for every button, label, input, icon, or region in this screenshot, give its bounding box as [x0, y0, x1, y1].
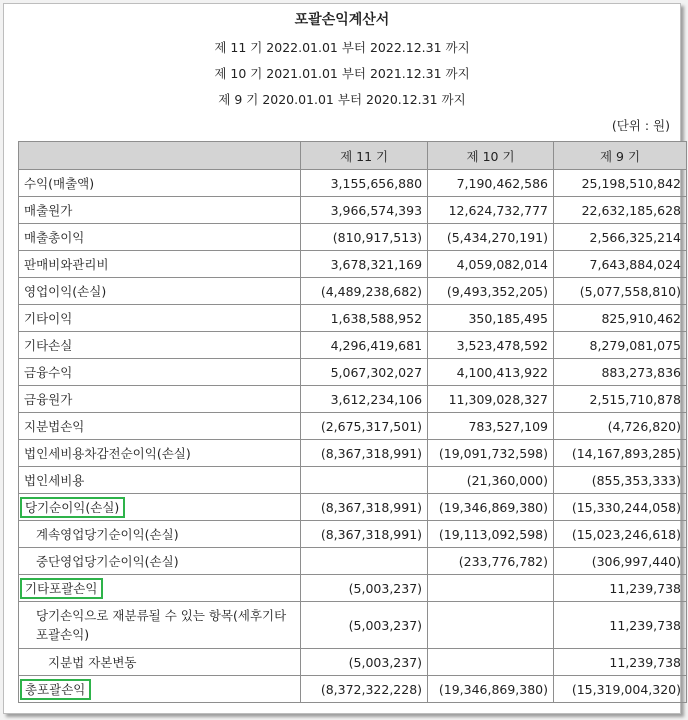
- value-cell: (8,372,322,228): [301, 676, 428, 703]
- table-row: [19, 224, 687, 251]
- header-period-9: 제 9 기: [554, 142, 687, 170]
- value-cell: 783,527,109: [428, 413, 554, 440]
- value-cell: (8,367,318,991): [301, 494, 428, 521]
- value-cell: 7,190,462,586: [428, 170, 554, 197]
- value-cell: 4,296,419,681: [301, 332, 428, 359]
- row-label: 수익(매출액): [19, 170, 301, 197]
- value-cell: 3,155,656,880: [301, 170, 428, 197]
- table-row: [19, 467, 687, 494]
- value-cell: 2,566,325,214: [554, 224, 687, 251]
- value-cell: 12,624,732,777: [428, 197, 554, 224]
- value-cell: 4,059,082,014: [428, 251, 554, 278]
- value-cell: (4,489,238,682): [301, 278, 428, 305]
- value-cell: (5,003,237): [301, 649, 428, 676]
- value-cell: (8,367,318,991): [301, 521, 428, 548]
- value-cell: (19,346,869,380): [428, 676, 554, 703]
- value-cell: 1,638,588,952: [301, 305, 428, 332]
- value-cell: (8,367,318,991): [301, 440, 428, 467]
- row-label: 계속영업당기순이익(손실): [19, 521, 301, 548]
- value-cell: (855,353,333): [554, 467, 687, 494]
- value-cell: [428, 575, 554, 602]
- period-line-9: 제 9 기 2020.01.01 부터 2020.12.31 까지: [218, 92, 466, 107]
- row-label-cell: [19, 575, 301, 602]
- row-label: 법인세비용차감전순이익(손실): [19, 440, 301, 467]
- value-cell: (5,003,237): [301, 602, 428, 649]
- row-label: 중단영업당기순이익(손실): [19, 548, 301, 575]
- row-label: 법인세비용: [19, 467, 301, 494]
- table-row: [19, 548, 687, 575]
- row-label: 매출총이익: [19, 224, 301, 251]
- value-cell: (19,091,732,598): [428, 440, 554, 467]
- table-row: [19, 386, 687, 413]
- table-row: [19, 197, 687, 224]
- value-cell: 3,678,321,169: [301, 251, 428, 278]
- row-label-cell: [19, 676, 301, 703]
- value-cell: (2,675,317,501): [301, 413, 428, 440]
- value-cell: 2,515,710,878: [554, 386, 687, 413]
- value-cell: (15,023,246,618): [554, 521, 687, 548]
- value-cell: 825,910,462: [554, 305, 687, 332]
- table-row: [19, 305, 687, 332]
- value-cell: [428, 602, 554, 649]
- value-cell: (19,113,092,598): [428, 521, 554, 548]
- value-cell: (15,330,244,058): [554, 494, 687, 521]
- statement-page: [3, 3, 681, 714]
- table-row: [19, 170, 687, 197]
- value-cell: 11,309,028,327: [428, 386, 554, 413]
- value-cell: (14,167,893,285): [554, 440, 687, 467]
- table-row: [19, 413, 687, 440]
- value-cell: (810,917,513): [301, 224, 428, 251]
- value-cell: (5,077,558,810): [554, 278, 687, 305]
- row-label: 영업이익(손실): [19, 278, 301, 305]
- table-row: [19, 649, 687, 676]
- value-cell: 8,279,081,075: [554, 332, 687, 359]
- value-cell: 11,239,738: [554, 649, 687, 676]
- value-cell: 3,612,234,106: [301, 386, 428, 413]
- highlighted-row-label: 당기순이익(손실): [20, 497, 125, 518]
- table-row: [19, 251, 687, 278]
- row-label: 당기손익으로 재분류될 수 있는 항목(세후기타포괄손익): [19, 602, 301, 649]
- row-label: 매출원가: [19, 197, 301, 224]
- row-label: 금융수익: [19, 359, 301, 386]
- value-cell: (306,997,440): [554, 548, 687, 575]
- value-cell: 11,239,738: [554, 575, 687, 602]
- value-cell: 25,198,510,842: [554, 170, 687, 197]
- value-cell: [301, 467, 428, 494]
- value-cell: 883,273,836: [554, 359, 687, 386]
- period-line-10: 제 10 기 2021.01.01 부터 2021.12.31 까지: [214, 66, 470, 81]
- value-cell: 7,643,884,024: [554, 251, 687, 278]
- table-row: [19, 440, 687, 467]
- header-row: [19, 142, 687, 170]
- row-label: 기타손실: [19, 332, 301, 359]
- value-cell: (233,776,782): [428, 548, 554, 575]
- row-label: 지분법 자본변동: [19, 649, 301, 676]
- table-row: [19, 332, 687, 359]
- value-cell: (9,493,352,205): [428, 278, 554, 305]
- income-statement-table: [18, 141, 687, 703]
- value-cell: 3,523,478,592: [428, 332, 554, 359]
- table-row: [19, 278, 687, 305]
- header-blank: [19, 142, 301, 170]
- value-cell: (5,003,237): [301, 575, 428, 602]
- unit-label: (단위 : 원): [611, 118, 670, 133]
- row-label: 기타이익: [19, 305, 301, 332]
- value-cell: (4,726,820): [554, 413, 687, 440]
- table-row-highlighted: [19, 676, 687, 703]
- table-row-highlighted: [19, 575, 687, 602]
- header-period-11: 제 11 기: [301, 142, 428, 170]
- value-cell: 4,100,413,922: [428, 359, 554, 386]
- period-line-11: 제 11 기 2022.01.01 부터 2022.12.31 까지: [214, 40, 470, 55]
- value-cell: 22,632,185,628: [554, 197, 687, 224]
- highlighted-row-label: 기타포괄손익: [20, 578, 103, 599]
- value-cell: [301, 548, 428, 575]
- row-label: 판매비와관리비: [19, 251, 301, 278]
- value-cell: 11,239,738: [554, 602, 687, 649]
- value-cell: [428, 649, 554, 676]
- value-cell: 350,185,495: [428, 305, 554, 332]
- value-cell: 3,966,574,393: [301, 197, 428, 224]
- highlighted-row-label: 총포괄손익: [20, 679, 91, 700]
- table-row: [19, 602, 687, 649]
- row-label-cell: [19, 494, 301, 521]
- value-cell: 5,067,302,027: [301, 359, 428, 386]
- table-row: [19, 521, 687, 548]
- value-cell: (15,319,004,320): [554, 676, 687, 703]
- value-cell: (21,360,000): [428, 467, 554, 494]
- statement-title: 포괄손익계산서: [294, 12, 390, 28]
- row-label: 지분법손익: [19, 413, 301, 440]
- value-cell: (19,346,869,380): [428, 494, 554, 521]
- value-cell: (5,434,270,191): [428, 224, 554, 251]
- table-row: [19, 359, 687, 386]
- header-period-10: 제 10 기: [428, 142, 554, 170]
- table-row-highlighted: [19, 494, 687, 521]
- row-label: 금융원가: [19, 386, 301, 413]
